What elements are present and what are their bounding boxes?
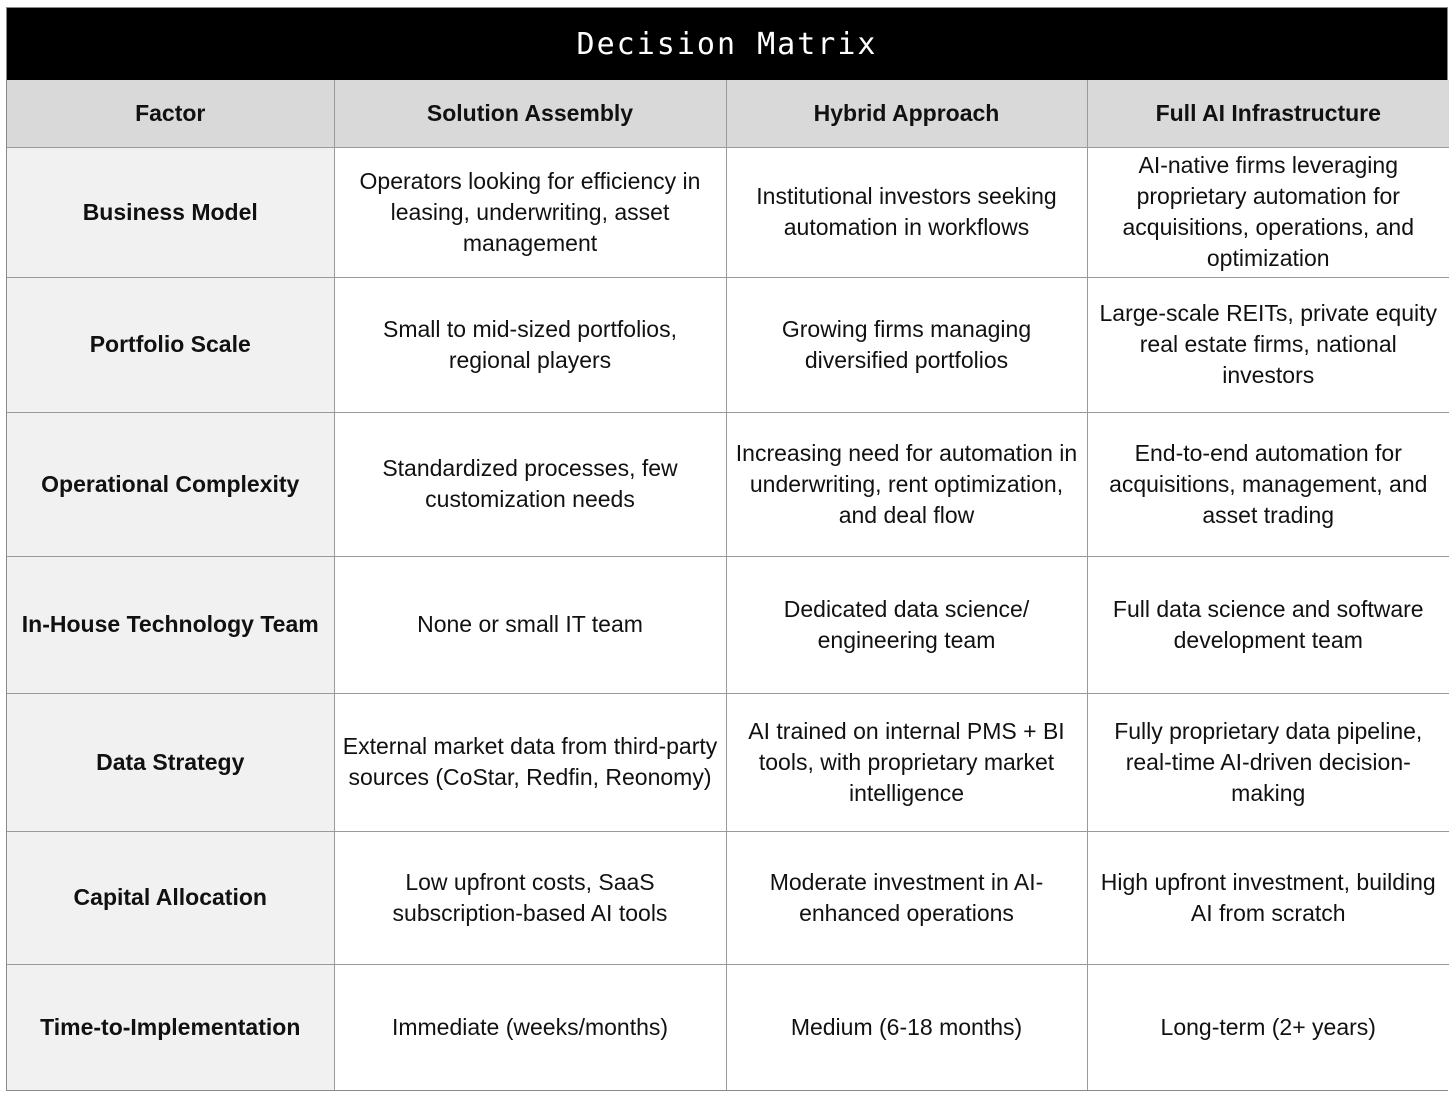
solution-assembly-cell: External market data from third-party sources (CoStar, Redfin, Reonomy) <box>334 693 726 831</box>
solution-assembly-cell: Low upfront costs, SaaS subscription-based AI tools <box>334 831 726 964</box>
table-row <box>7 277 1449 412</box>
matrix-title: Decision Matrix <box>7 8 1447 80</box>
factor-cell: Data Strategy <box>7 693 334 831</box>
factor-cell: Business Model <box>7 147 334 277</box>
header-row <box>7 80 1449 147</box>
table-row <box>7 831 1449 964</box>
hybrid-approach-cell: Institutional investors seeking automation in workflows <box>726 147 1087 277</box>
full-ai-infrastructure-cell: Long-term (2+ years) <box>1087 964 1449 1090</box>
full-ai-infrastructure-cell: End-to-end automation for acquisitions, management, and asset trading <box>1087 412 1449 556</box>
full-ai-infrastructure-cell: High upfront investment, building AI from scratch <box>1087 831 1449 964</box>
solution-assembly-cell: Small to mid-sized portfolios, regional players <box>334 277 726 412</box>
solution-assembly-cell: Operators looking for efficiency in leasing, underwriting, asset management <box>334 147 726 277</box>
factor-cell: Time-to-Implementation <box>7 964 334 1090</box>
decision-matrix <box>6 7 1448 1091</box>
full-ai-infrastructure-cell: Full data science and software development team <box>1087 556 1449 693</box>
table-row <box>7 964 1449 1090</box>
hybrid-approach-cell: Growing firms managing diversified portfolios <box>726 277 1087 412</box>
factor-cell: In-House Technology Team <box>7 556 334 693</box>
table-row <box>7 693 1449 831</box>
solution-assembly-cell: Standardized processes, few customization needs <box>334 412 726 556</box>
header-solution-assembly: Solution Assembly <box>334 80 726 147</box>
factor-cell: Portfolio Scale <box>7 277 334 412</box>
matrix-table <box>7 80 1449 1090</box>
header-full-ai-infrastructure: Full AI Infrastructure <box>1087 80 1449 147</box>
solution-assembly-cell: Immediate (weeks/months) <box>334 964 726 1090</box>
hybrid-approach-cell: Increasing need for automation in underwriting, rent optimization, and deal flow <box>726 412 1087 556</box>
full-ai-infrastructure-cell: AI-native firms leveraging proprietary automation for acquisitions, operations, and optimization <box>1087 147 1449 277</box>
solution-assembly-cell: None or small IT team <box>334 556 726 693</box>
hybrid-approach-cell: Moderate investment in AI-enhanced operations <box>726 831 1087 964</box>
full-ai-infrastructure-cell: Fully proprietary data pipeline, real-time AI-driven decision-making <box>1087 693 1449 831</box>
table-row <box>7 147 1449 277</box>
hybrid-approach-cell: AI trained on internal PMS + BI tools, with proprietary market intelligence <box>726 693 1087 831</box>
full-ai-infrastructure-cell: Large-scale REITs, private equity real estate firms, national investors <box>1087 277 1449 412</box>
hybrid-approach-cell: Dedicated data science/ engineering team <box>726 556 1087 693</box>
factor-cell: Capital Allocation <box>7 831 334 964</box>
hybrid-approach-cell: Medium (6-18 months) <box>726 964 1087 1090</box>
header-factor: Factor <box>7 80 334 147</box>
table-row <box>7 412 1449 556</box>
factor-cell: Operational Complexity <box>7 412 334 556</box>
header-hybrid-approach: Hybrid Approach <box>726 80 1087 147</box>
table-row <box>7 556 1449 693</box>
